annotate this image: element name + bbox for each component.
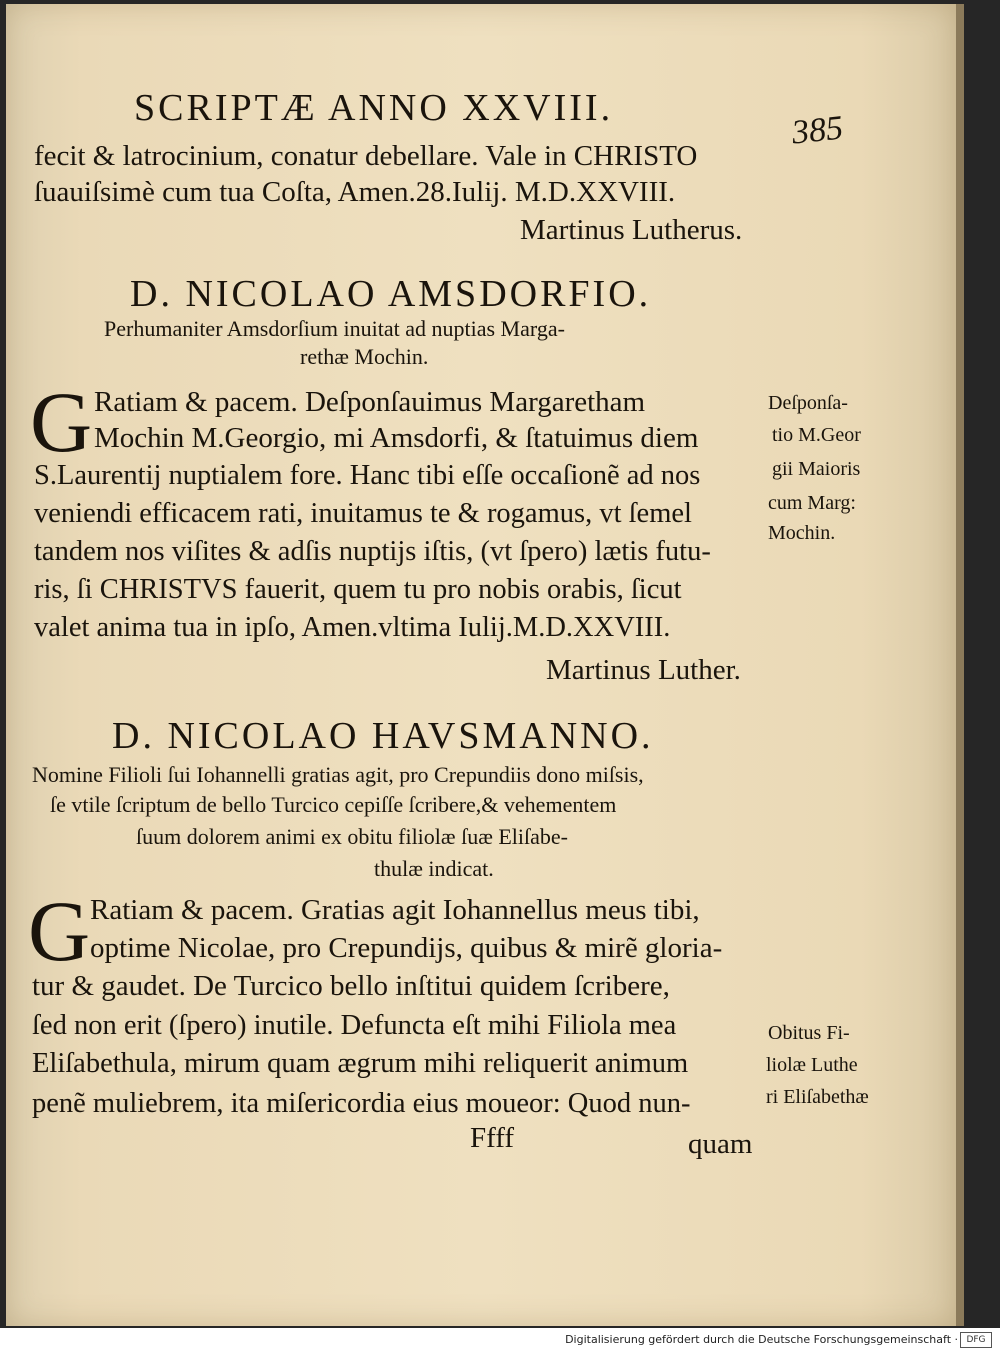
text-line: S.Laurentij nuptialem fore. Hanc tibi eſſe occaſionẽ ad nos xyxy=(34,460,701,491)
dfg-logo: DFG xyxy=(960,1332,992,1348)
page-number: 385 xyxy=(790,109,845,152)
letter-summary: thulæ indicat. xyxy=(374,856,494,881)
text-line: ris, ſi CHRISTVS fauerit, quem tu pro nobis orabis, ſicut xyxy=(34,574,682,605)
credit-bar xyxy=(0,1328,1000,1352)
text-line: veniendi efficacem rati, inuitamus te & rogamus, vt ſemel xyxy=(34,498,692,529)
text-line: Ratiam & pacem. Gratias agit Iohannellus meus tibi, xyxy=(90,894,700,926)
book-page xyxy=(6,4,956,1326)
signature-mark: Ffff xyxy=(470,1122,515,1154)
signature: Martinus Luther. xyxy=(546,654,741,686)
margin-note: gii Maioris xyxy=(772,458,861,480)
text-line: tandem nos viſites & adſis nuptijs iſtis, (vt ſpero) lætis futu- xyxy=(34,536,711,567)
signature: Martinus Lutherus. xyxy=(520,214,743,246)
margin-note: liolæ Luthe xyxy=(766,1054,858,1076)
margin-note: Mochin. xyxy=(768,522,836,544)
text-line: optime Nicolae, pro Crepundijs, quibus & mirẽ gloria- xyxy=(90,932,723,964)
credit-text: Digitalisierung gefördert durch die Deutsche Forschungsgemeinschaft · xyxy=(565,1333,958,1346)
text-line: Mochin M.Georgio, mi Amsdorfi, & ſtatuimus diem xyxy=(94,422,699,454)
margin-note: cum Marg: xyxy=(768,492,856,514)
drop-cap-initial: G xyxy=(28,883,91,979)
running-title: SCRIPTÆ ANNO XXVIII. xyxy=(134,87,614,129)
text-line: valet anima tua in ipſo, Amen.vltima Iulij.M.D.XXVIII. xyxy=(34,612,671,643)
catchword: quam xyxy=(688,1128,753,1160)
margin-note: ri Eliſabethæ xyxy=(766,1086,869,1108)
margin-note: tio M.Geor xyxy=(772,424,861,446)
page-edge xyxy=(956,4,964,1326)
letter-summary: Nomine Filioli ſui Iohannelli gratias agit, pro Crepundiis dono miſsis, xyxy=(32,762,644,787)
text-line: Eliſabethula, mirum quam ægrum mihi reliquerit animum xyxy=(32,1048,689,1079)
margin-note: Obitus Fi- xyxy=(768,1022,850,1044)
letter-summary: rethæ Mochin. xyxy=(300,344,429,369)
text-line: ſuauiſsimè cum tua Coſta, Amen.28.Iulij. M.D.XXVIII. xyxy=(34,176,676,208)
margin-note: Deſponſa- xyxy=(768,392,848,414)
letter-heading: D. NICOLAO AMSDORFIO. xyxy=(130,273,652,315)
text-line: ſed non erit (ſpero) inutile. Defuncta eſt mihi Filiola mea xyxy=(32,1010,677,1041)
text-line: tur & gaudet. De Turcico bello inſtitui quidem ſcribere, xyxy=(32,970,670,1002)
letter-summary: ſuum dolorem animi ex obitu filiolæ ſuæ Eliſabe- xyxy=(136,824,568,849)
letter-summary: Perhumaniter Amsdorſium inuitat ad nuptias Marga- xyxy=(104,316,565,341)
text-line: fecit & latrocinium, conatur debellare. Vale in CHRISTO xyxy=(34,140,698,172)
letter-heading: D. NICOLAO HAVSMANNO. xyxy=(112,715,654,757)
text-line: Ratiam & pacem. Deſponſauimus Margaretham xyxy=(94,386,646,418)
text-line: penẽ muliebrem, ita miſericordia eius moueor: Quod nun- xyxy=(32,1088,691,1119)
letter-summary: ſe vtile ſcriptum de bello Turcico cepiſſe ſcribere,& vehementem xyxy=(50,792,617,817)
drop-cap-initial: G xyxy=(30,374,93,470)
